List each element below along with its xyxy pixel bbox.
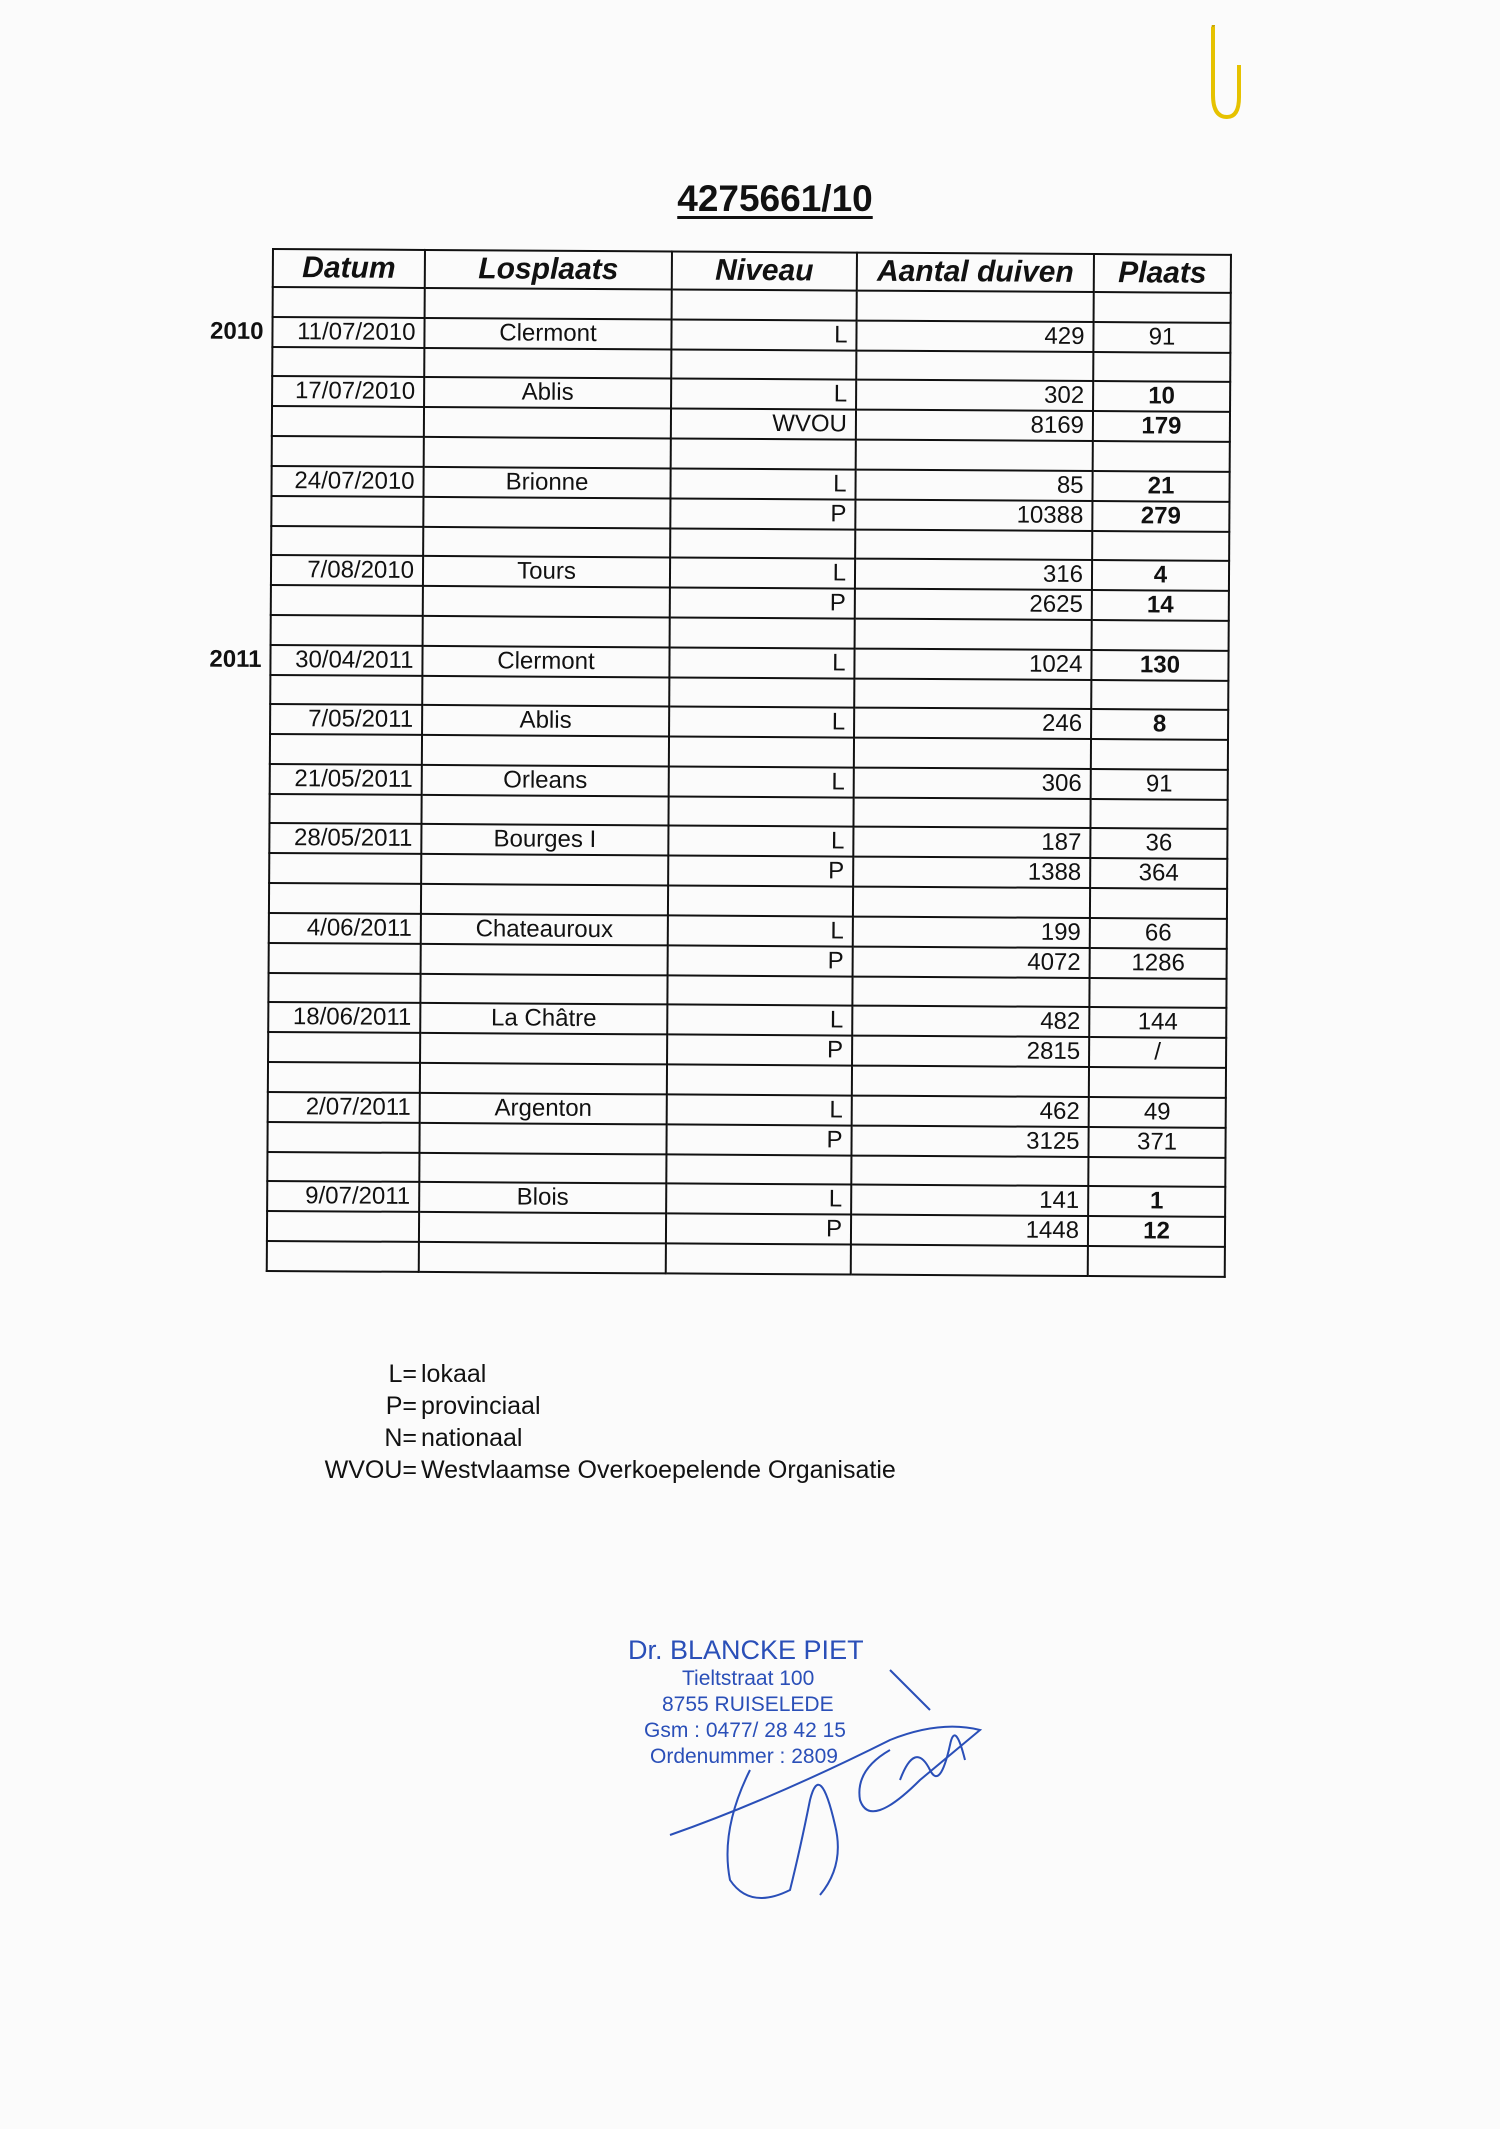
date-cell: 11/07/2010 2010 — [272, 317, 424, 348]
table-cell — [424, 347, 671, 378]
table-cell — [269, 793, 421, 823]
legend — [312, 1358, 896, 1486]
place-cell: Blois — [419, 1182, 666, 1214]
level-cell: L — [670, 468, 855, 499]
legend-value: nationaal — [421, 1424, 523, 1452]
table-cell — [670, 528, 855, 559]
table-cell — [669, 736, 854, 767]
date-cell — [268, 1032, 420, 1063]
rank-cell: 91 — [1091, 769, 1228, 800]
rank-cell: 21 — [1092, 471, 1229, 502]
count-cell: 1024 — [854, 648, 1091, 679]
count-cell: 306 — [854, 767, 1091, 798]
results-table — [209, 248, 1232, 1277]
table-cell — [853, 797, 1090, 828]
date-cell: 7/08/2010 — [271, 555, 423, 586]
table-cell — [851, 1155, 1088, 1186]
table-cell — [272, 436, 424, 466]
date-cell: 9/07/2011 — [267, 1181, 419, 1212]
table-cell — [272, 347, 424, 377]
table-cell — [1088, 1246, 1225, 1276]
count-cell: 10388 — [855, 499, 1092, 530]
table-spacer-row — [267, 1241, 1225, 1276]
table-cell — [851, 1245, 1088, 1276]
table-cell — [420, 1063, 667, 1094]
legend-key: L= — [388, 1360, 417, 1388]
table-cell — [273, 287, 425, 317]
legend-key: N= — [384, 1424, 417, 1452]
rank-cell: 1 — [1088, 1186, 1225, 1217]
header-losplaats: Losplaats — [425, 250, 672, 290]
rank-cell: 130 — [1091, 650, 1228, 681]
table-cell — [421, 884, 668, 915]
level-cell: L — [666, 1183, 851, 1214]
table-cell — [270, 734, 422, 764]
count-cell: 246 — [854, 708, 1091, 739]
date-cell — [267, 1211, 419, 1242]
level-cell: L — [668, 915, 853, 946]
legend-value: provinciaal — [421, 1392, 541, 1420]
count-cell: 316 — [855, 559, 1092, 590]
date-cell: 4/06/2011 — [269, 912, 421, 943]
table-cell — [1089, 978, 1226, 1008]
table-cell — [669, 677, 854, 708]
rank-cell: 36 — [1090, 828, 1227, 859]
legend-item — [312, 1358, 896, 1390]
level-cell: L — [667, 1094, 852, 1125]
place-cell: Orleans — [422, 764, 669, 796]
count-cell: 85 — [855, 469, 1092, 500]
table-cell — [425, 288, 672, 319]
table-cell — [1092, 531, 1229, 561]
rank-cell: 364 — [1090, 858, 1227, 889]
count-cell: 187 — [853, 827, 1090, 858]
document-title: 4275661/10 — [677, 178, 873, 219]
rank-cell: 371 — [1088, 1127, 1225, 1158]
level-cell: P — [667, 1034, 852, 1065]
level-cell: L — [669, 706, 854, 737]
legend-key: P= — [385, 1392, 417, 1420]
date-cell — [267, 1121, 419, 1152]
stamp-city: 8755 RUISELEDE — [662, 1693, 834, 1716]
table-cell — [853, 887, 1090, 918]
rank-cell: 91 — [1093, 322, 1230, 353]
table-cell — [269, 883, 421, 913]
table-cell — [1090, 888, 1227, 918]
date-cell — [271, 496, 423, 527]
date-cell: 21/05/2011 — [270, 763, 422, 794]
legend-item — [312, 1454, 896, 1486]
count-cell: 429 — [856, 320, 1093, 351]
place-cell — [421, 854, 668, 886]
count-cell: 141 — [851, 1185, 1088, 1216]
count-cell: 1388 — [853, 857, 1090, 888]
table-cell — [267, 1151, 419, 1181]
paperclip-icon — [1205, 25, 1245, 125]
table-cell — [855, 619, 1092, 650]
rank-cell: 14 — [1092, 590, 1229, 621]
count-cell: 1448 — [851, 1215, 1088, 1246]
place-cell — [419, 1212, 666, 1244]
table-cell — [1088, 1157, 1225, 1187]
table-cell — [666, 1243, 851, 1274]
legend-key: WVOU= — [324, 1456, 417, 1484]
table-cell — [419, 1152, 666, 1183]
place-cell: Clermont — [424, 317, 671, 349]
level-cell: P — [670, 498, 855, 529]
stamp-name: Dr. BLANCKE PIET — [628, 1635, 864, 1665]
table-cell — [1094, 292, 1231, 322]
date-cell: 18/06/2011 — [268, 1002, 420, 1033]
place-cell: Tours — [423, 556, 670, 588]
date-cell: 30/04/2011 2011 — [270, 644, 422, 675]
table-cell — [422, 735, 669, 766]
count-cell: 4072 — [853, 946, 1090, 977]
rank-cell: 12 — [1088, 1216, 1225, 1247]
place-cell: Brionne — [423, 466, 670, 498]
count-cell: 3125 — [851, 1125, 1088, 1156]
date-cell — [269, 942, 421, 973]
table-cell — [422, 675, 669, 706]
header-niveau: Niveau — [672, 251, 857, 290]
count-cell: 199 — [853, 916, 1090, 947]
count-cell: 2815 — [852, 1036, 1089, 1067]
date-cell: 17/07/2010 — [272, 376, 424, 407]
header-datum: Datum — [273, 249, 425, 288]
place-cell: La Châtre — [420, 1003, 667, 1035]
table-cell — [855, 529, 1092, 560]
stamp-phone: Gsm : 0477/ 28 42 15 — [644, 1719, 846, 1742]
place-cell — [423, 586, 670, 618]
place-cell — [423, 496, 670, 528]
table-cell — [420, 973, 667, 1004]
date-cell — [269, 853, 421, 884]
place-cell: Argenton — [420, 1092, 667, 1124]
level-cell: L — [669, 766, 854, 797]
level-cell: P — [668, 855, 853, 886]
year-label: 2011 — [209, 645, 262, 673]
date-cell: 28/05/2011 — [269, 823, 421, 854]
level-cell: P — [666, 1213, 851, 1244]
place-cell: Ablis — [422, 705, 669, 737]
rank-cell: 4 — [1092, 560, 1229, 591]
date-cell: 24/07/2010 — [271, 466, 423, 497]
level-cell: L — [671, 378, 856, 409]
rank-cell: 10 — [1093, 381, 1230, 412]
table-cell — [668, 885, 853, 916]
stamp-street: Tieltstraat 100 — [682, 1667, 815, 1690]
table-header-row — [273, 249, 1231, 293]
table-cell — [1089, 1067, 1226, 1097]
level-cell: L — [669, 647, 854, 678]
table-cell — [667, 975, 852, 1006]
table-cell — [670, 617, 855, 648]
level-cell: WVOU — [671, 408, 856, 439]
place-cell: Chateauroux — [421, 913, 668, 945]
table-cell — [419, 1242, 666, 1273]
table-cell — [268, 972, 420, 1002]
place-cell — [421, 943, 668, 975]
place-cell — [424, 407, 671, 439]
legend-value: Westvlaamse Overkoepelende Organisatie — [421, 1456, 896, 1484]
table-cell — [1093, 352, 1230, 382]
table-cell — [667, 1064, 852, 1095]
table-cell — [267, 1241, 419, 1271]
table-cell — [271, 526, 423, 556]
rank-cell: 279 — [1092, 501, 1229, 532]
table-cell — [270, 674, 422, 704]
level-cell: L — [667, 1004, 852, 1035]
header-aantal-duiven: Aantal duiven — [857, 253, 1094, 292]
level-cell: P — [670, 587, 855, 618]
level-cell: L — [668, 825, 853, 856]
table-cell — [424, 437, 671, 468]
legend-value: lokaal — [421, 1360, 487, 1388]
table-cell — [852, 1066, 1089, 1097]
rank-cell: 49 — [1089, 1097, 1226, 1128]
count-cell: 302 — [856, 380, 1093, 411]
table-cell — [1090, 799, 1227, 829]
date-cell: 2/07/2011 — [268, 1091, 420, 1122]
header-plaats: Plaats — [1094, 254, 1231, 293]
count-cell: 2625 — [855, 589, 1092, 620]
stamp-order: Ordenummer : 2809 — [650, 1745, 838, 1768]
signature-icon — [650, 1650, 1010, 1910]
level-cell: L — [670, 557, 855, 588]
table-cell — [268, 1062, 420, 1092]
table-cell — [668, 796, 853, 827]
rank-cell: 179 — [1093, 411, 1230, 442]
count-cell: 8169 — [856, 410, 1093, 441]
level-cell: P — [666, 1124, 851, 1155]
table-cell — [1091, 739, 1228, 769]
legend-item — [312, 1422, 896, 1454]
rank-cell: 66 — [1090, 918, 1227, 949]
date-cell: 7/05/2011 — [270, 704, 422, 735]
rank-cell: 8 — [1091, 709, 1228, 740]
table-cell — [852, 976, 1089, 1007]
level-cell: P — [668, 945, 853, 976]
place-cell: Ablis — [424, 377, 671, 409]
table-cell — [671, 438, 856, 469]
place-cell: Clermont — [422, 645, 669, 677]
rank-cell: 1286 — [1090, 948, 1227, 979]
table-cell — [671, 349, 856, 380]
table-cell — [421, 794, 668, 825]
date-cell — [272, 406, 424, 437]
place-cell — [419, 1122, 666, 1154]
place-cell: Bourges I — [421, 824, 668, 856]
table-cell — [854, 738, 1091, 769]
table-cell — [423, 616, 670, 647]
place-cell — [420, 1033, 667, 1065]
count-cell: 482 — [852, 1006, 1089, 1037]
table-cell — [854, 678, 1091, 709]
table-cell — [856, 350, 1093, 381]
legend-item — [312, 1390, 896, 1422]
date-cell — [271, 585, 423, 616]
table-cell — [1091, 680, 1228, 710]
table-cell — [666, 1154, 851, 1185]
table-cell — [856, 440, 1093, 471]
level-cell: L — [671, 319, 856, 350]
rank-cell: 144 — [1089, 1007, 1226, 1038]
table-cell — [1093, 441, 1230, 471]
table-cell — [271, 615, 423, 645]
count-cell: 462 — [852, 1095, 1089, 1126]
table-cell — [1092, 620, 1229, 650]
table-cell — [857, 291, 1094, 322]
table-cell — [672, 289, 857, 320]
rank-cell: / — [1089, 1037, 1226, 1068]
table-cell — [423, 526, 670, 557]
year-label: 2010 — [210, 317, 264, 345]
